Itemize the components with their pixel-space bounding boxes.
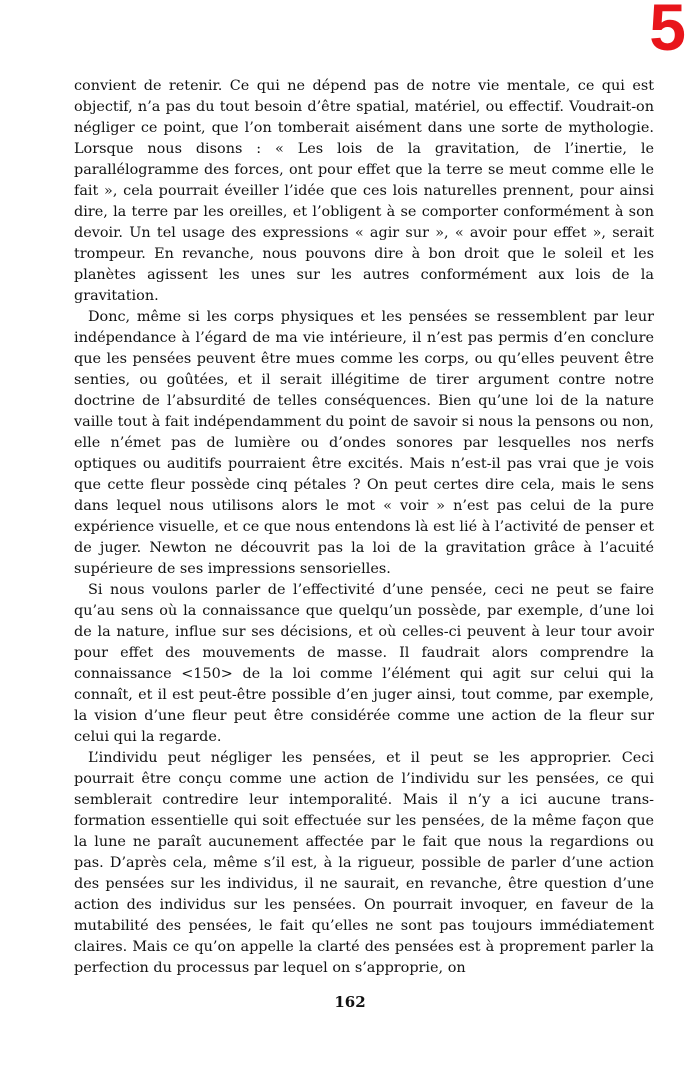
- paragraph-individual: L’individu peut négliger les pensées, et il peut se les approprier. Ceci pourrait être conçu comme une action de l’individu sur les pensées, ce qui semblerait contredire leur intemporalité. Mais il n’y a ici aucune transformation essentielle qui soit effectuée sur les pensées, de la même façon que la lune ne paraît aucunement affectée par le fait que nous la regardions ou pas. D’après cela, même s’il est, à la rigueur, possible de parler d’une action des pensées sur les individus, il ne saurait, en revanche, être question d’une action des individus sur les pensées. On pourrait invoquer, en faveur de la mutabilité des pensées, le fait qu’elles ne sont pas toujours immédiatement claires. Mais ce qu’on appelle la clarté des pensées est à proprement parler la perfection du processus par lequel on s’approprie, on: [74, 750, 654, 976]
- paragraph-bodies-and-thoughts: Donc, même si les corps physiques et les pensées se ressemblent par leur indépendance à l’égard de ma vie intérieure, il n’est pas permis d’en conclure que les pensées peuvent être mues comme les corps, ou qu’elles peuvent être senties, ou goûtées, et il serait illégitime de tirer argument contre notre doctrine de l’absurdité de telles conséquences. Bien qu’une loi de la nature vaille tout à fait indépendamment du point de savoir si nous la pensons ou non, elle n’émet pas de lumière ou d’ondes sonores par lesquelles nos nerfs optiques ou auditifs pourraient être excités. Mais n’est-il pas vrai que je vois que cette fleur possède cinq pétales ? On peut certes dire cela, mais le sens dans lequel nous utilisons alors le mot « voir » n’est pas celui de la pure expérience visuelle, et ce que nous entendons là est lié à l’activité de penser et de juger. Newton ne découvrit pas la loi de la gravitation grâce à l’acuité supérieure de ses impressions sensorielles.: [74, 309, 654, 577]
- paragraph-effectivity: Si nous voulons parler de l’effectivité d’une pensée, ceci ne peut se faire qu’au sens où la connaissance que quelqu’un possède, par exemple, d’une loi de la nature, influe sur ses décisions, et où celles-ci peuvent à leur tour avoir pour effet des mouvements de masse. Il faudrait alors comprendre la connaissance <150> de la loi comme l’élément qui agit sur celui qui la connaît, et il est peut-être possible d’en juger ainsi, tout comme, par exemple, la vision d’une fleur peut être considérée comme une action de la fleur sur celui qui la regarde.: [74, 582, 654, 745]
- body-text: [74, 76, 654, 979]
- page-number: 162: [334, 993, 366, 1011]
- page-marker: 5: [649, 0, 686, 64]
- paragraph-continuation: convient de retenir. Ce qui ne dépend pas de notre vie mentale, ce qui est objectif, n’a pas du tout besoin d’être spatial, matériel, ou effectif. Voudrait-on négliger ce point, que l’on tomberait aisément dans une sorte de mythologie. Lorsque nous disons : « Les lois de la gravitation, de l’inertie, le parallélogramme des forces, ont pour effet que la terre se meut comme elle le fait », cela pourrait éveiller l’idée que ces lois naturelles prennent, pour ainsi dire, la terre par les oreilles, et l’obligent à se comporter conformément à son devoir. Un tel usage des expressions « agir sur », « avoir pour effet », serait trompeur. En revanche, nous pouvons dire à bon droit que le soleil et les planètes agissent les unes sur les autres conformément aux lois de la gravitation.: [74, 78, 654, 304]
